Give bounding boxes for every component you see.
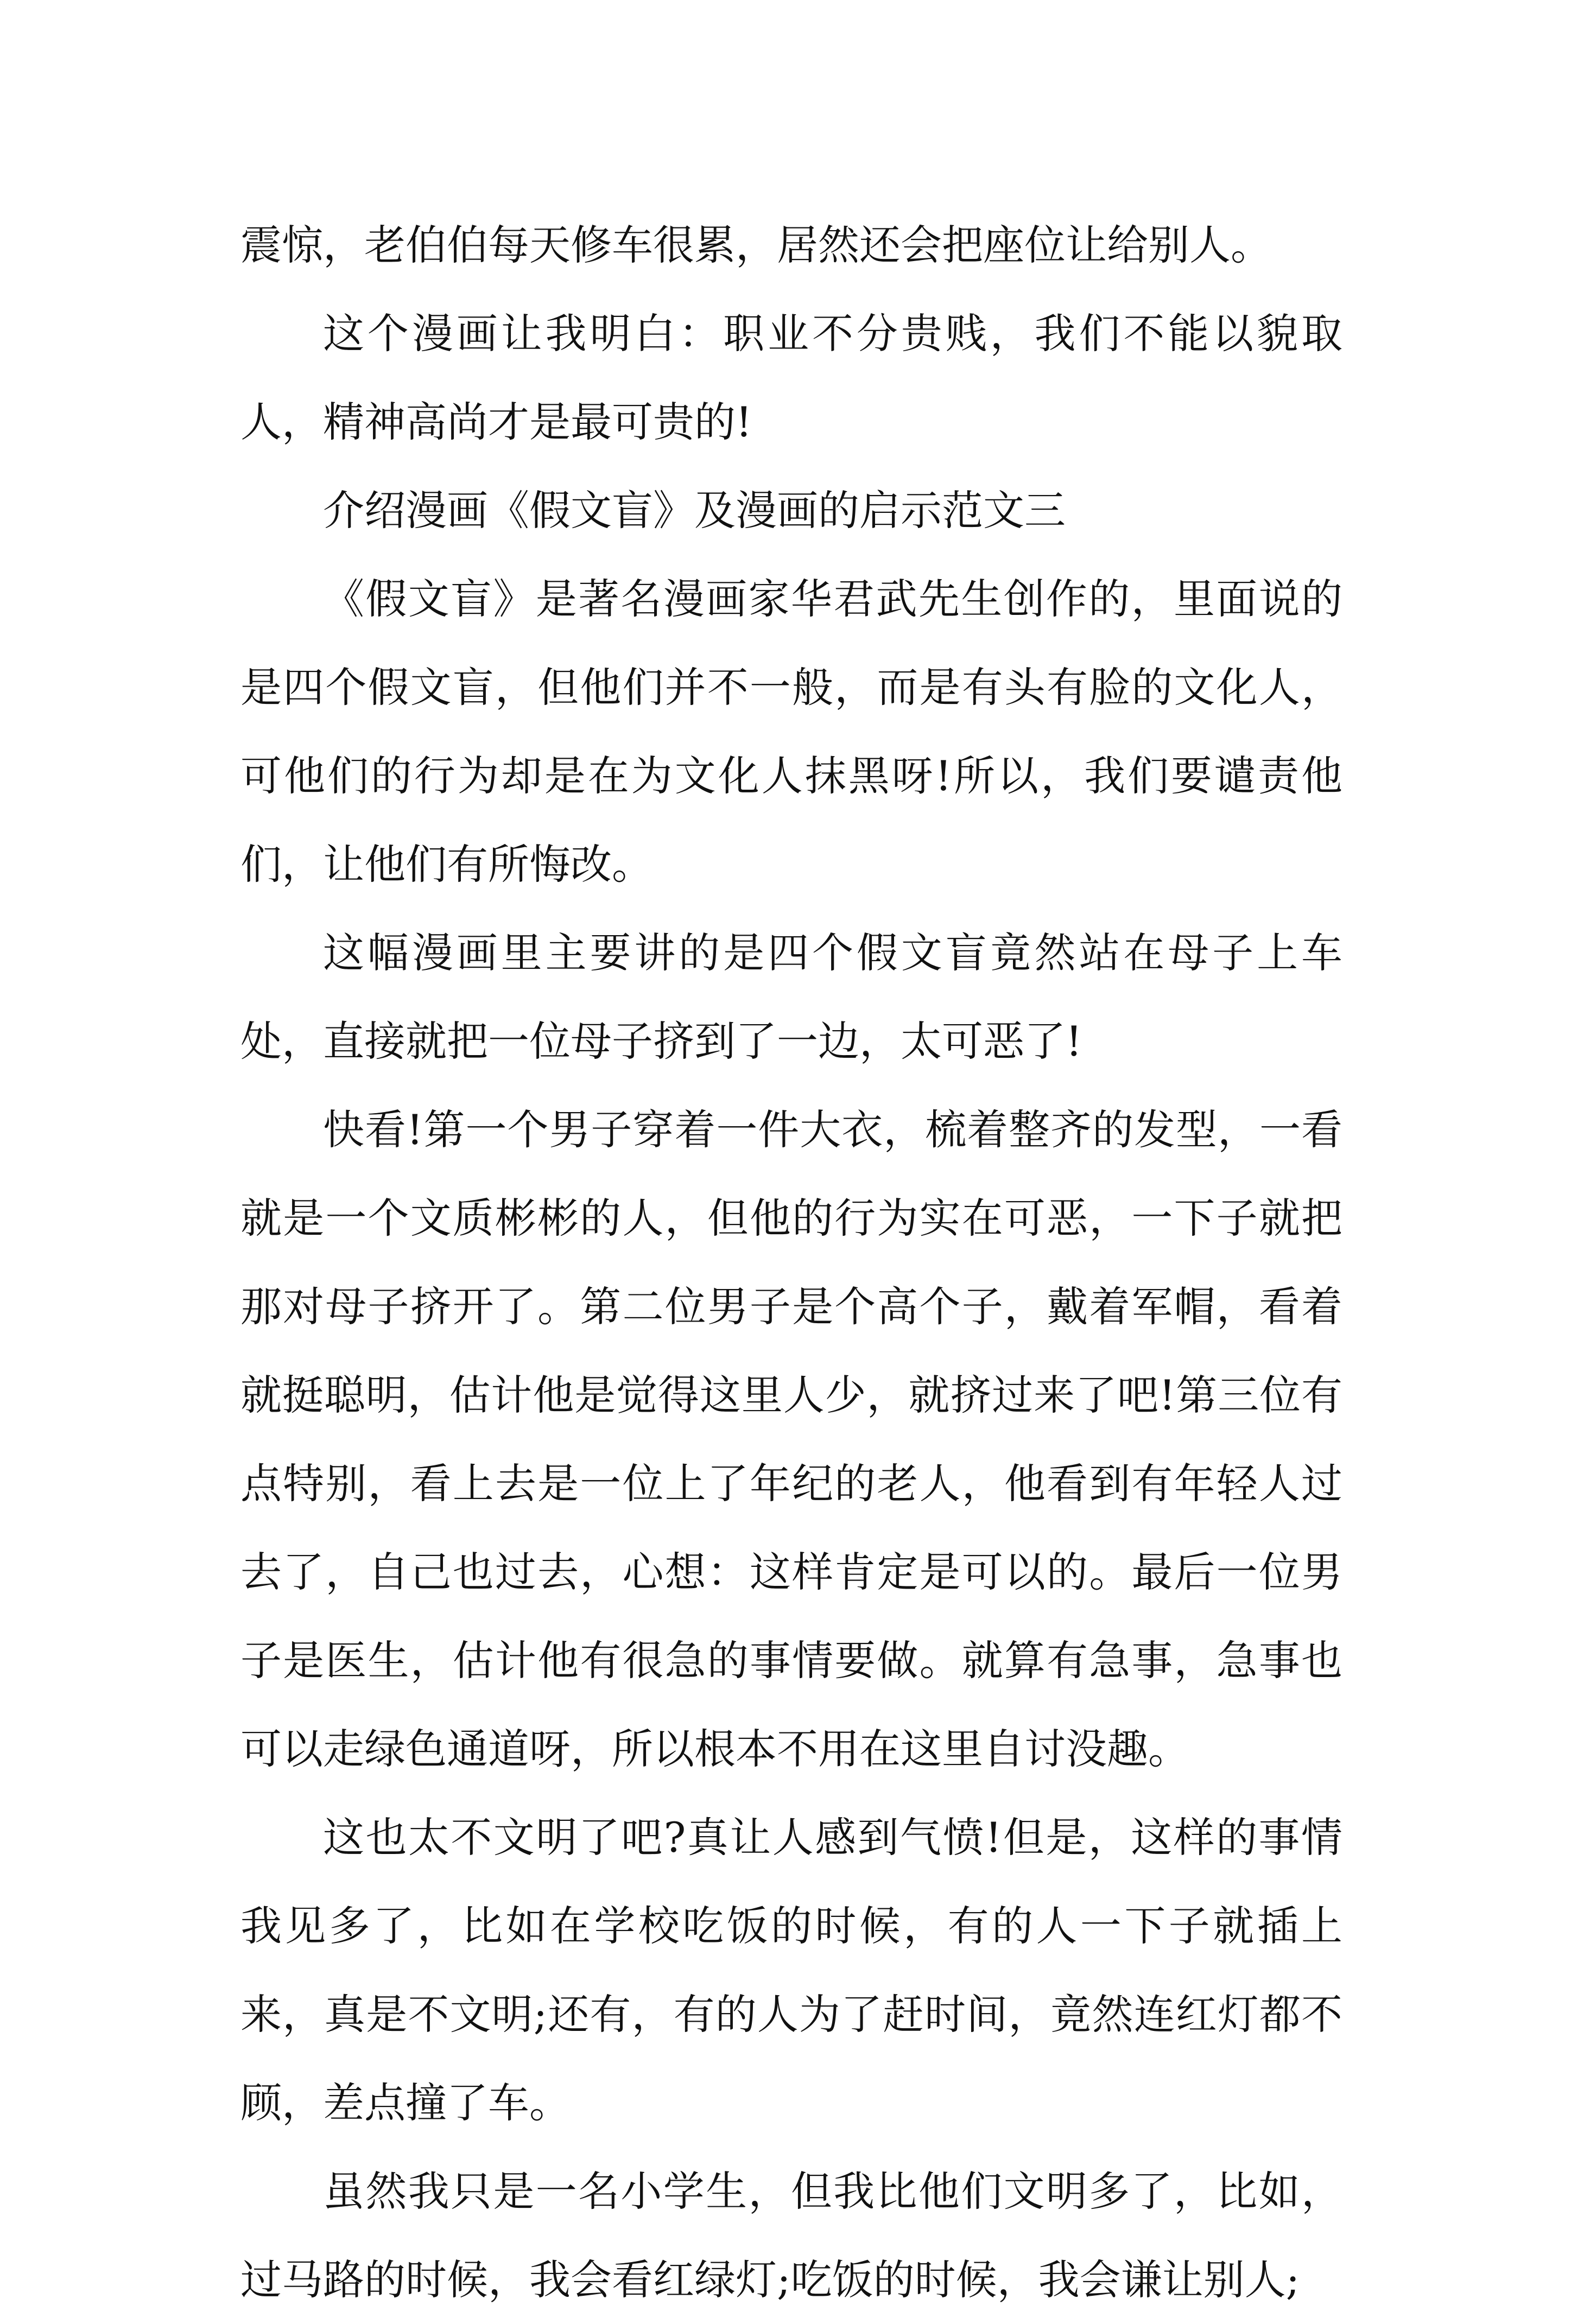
body-paragraph: 这幅漫画里主要讲的是四个假文盲竟然站在母子上车处，直接就把一位母子挤到了一边，太可恶了!	[240, 929, 1342, 1065]
body-paragraph: 这个漫画让我明白：职业不分贵贱，我们不能以貌取人，精神高尚才是最可贵的!	[240, 309, 1342, 446]
body-paragraph: 《假文盲》是著名漫画家华君武先生创作的，里面说的是四个假文盲，但他们并不一般，而是有头有脸的文化人，可他们的行为却是在为文化人抹黑呀!所以，我们要谴责他们，让他们有所悔改。	[240, 575, 1342, 888]
body-paragraph: 虽然我只是一名小学生，但我比他们文明多了，比如，过马路的时候，我会看红绿灯;吃饭的时候，我会谦让别人;	[240, 2167, 1342, 2304]
document-body	[240, 201, 1342, 2324]
body-paragraph: 快看!第一个男子穿着一件大衣，梳着整齐的发型，一看就是一个文质彬彬的人，但他的行为实在可恶，一下子就把那对母子挤开了。第二位男子是个高个子，戴着军帽，看着就挺聪明，估计他是觉得这里人少，就挤过来了吧!第三位有点特别，看上去是一位上了年纪的老人，他看到有年轻人过去了，自己也过去，心想：这样肯定是可以的。最后一位男子是医生，估计他有很急的事情要做。就算有急事，急事也可以走绿色通道呀，所以根本不用在这里自讨没趣。	[240, 1106, 1342, 1773]
continuation-paragraph: 震惊，老伯伯每天修车很累，居然还会把座位让给别人。	[240, 221, 1272, 269]
section-heading: 介绍漫画《假文盲》及漫画的启示范文三	[323, 486, 1066, 535]
body-paragraph: 这也太不文明了吧?真让人感到气愤!但是，这样的事情我见多了，比如在学校吃饭的时候，有的人一下子就插上来，真是不文明;还有，有的人为了赶时间，竟然连红灯都不顾，差点撞了车。	[240, 1813, 1342, 2127]
